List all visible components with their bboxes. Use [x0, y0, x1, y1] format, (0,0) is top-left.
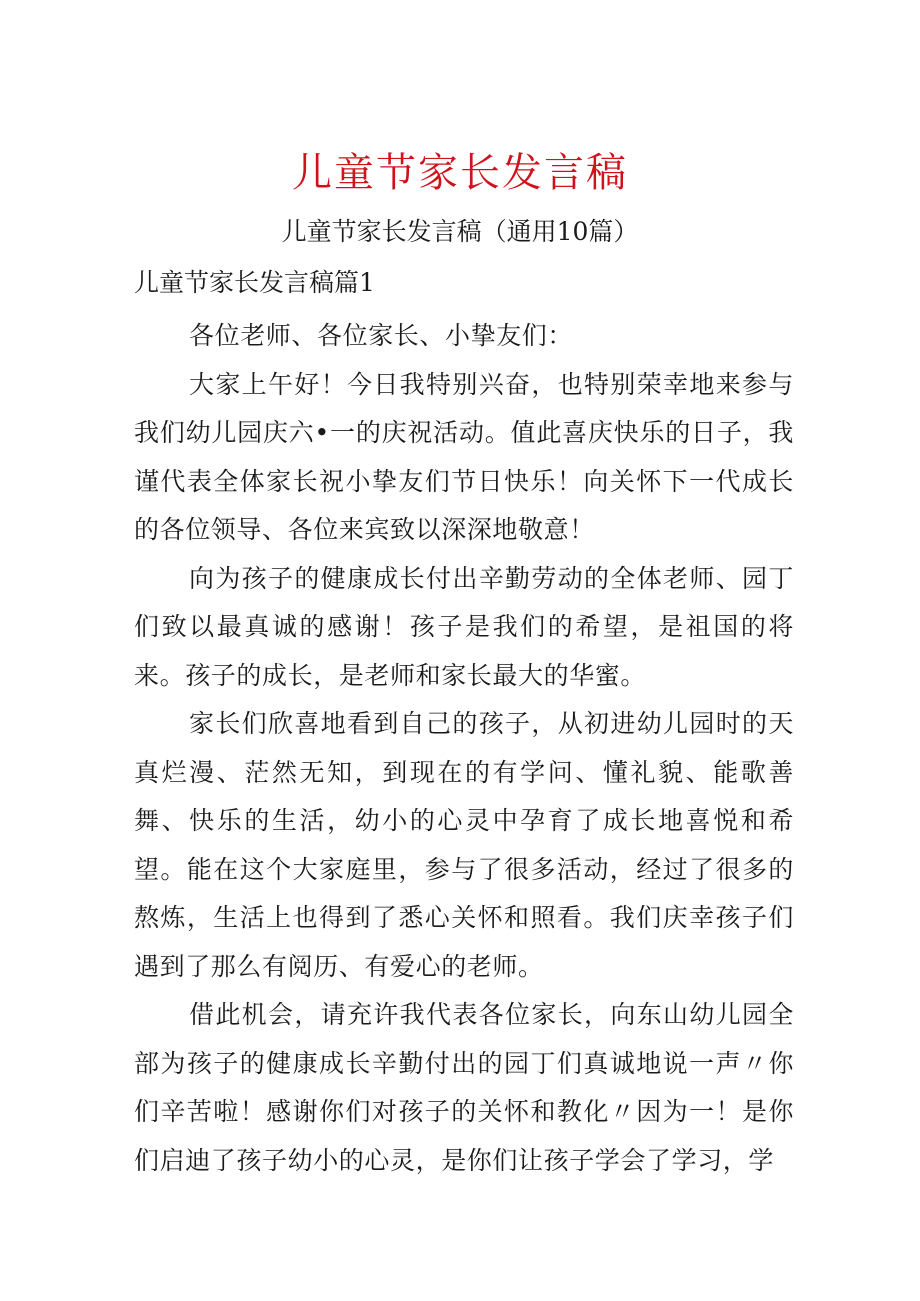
paragraph: 大家上午好！今日我特别兴奋，也特别荣幸地来参与我们幼儿园庆六•一的庆祝活动。值此喜庆快乐的日子，我谨代表全体家长祝小挚友们节日快乐！向关怀下一代成长的各位领导、各位来宾致以深深地敬意！ — [134, 369, 794, 544]
paragraph-greeting: 各位老师、各位家长、小挚友们： — [189, 321, 574, 350]
paragraph: 借此机会，请充许我代表各位家长，向东山幼儿园全部为孩子的健康成长辛勤付出的园丁们真诚地说一声〃你们辛苦啦！感谢你们对孩子的关怀和教化〃因为一！是你们启迪了孩子幼小的心灵，是你们让孩子学会了学习，学 — [134, 1000, 794, 1175]
body-text — [134, 312, 794, 1185]
section-heading: 儿童节家长发言稿篇1 — [134, 268, 375, 297]
document-subtitle: 儿童节家长发言稿（通用10篇） — [281, 217, 639, 246]
paragraph: 向为孩子的健康成长付出辛勤劳动的全体老师、园丁们致以最真诚的感谢！孩子是我们的希望，是祖国的将来。孩子的成长，是老师和家长最大的华蜜。 — [134, 563, 794, 690]
paragraph: 家长们欣喜地看到自己的孩子，从初进幼儿园时的天真烂漫、茫然无知，到现在的有学问、懂礼貌、能歌善舞、快乐的生活，幼小的心灵中孕育了成长地喜悦和希望。能在这个大家庭里，参与了很多活动，经过了很多的熬炼，生活上也得到了悉心关怀和照看。我们庆幸孩子们遇到了那么有阅历、有爱心的老师。 — [134, 709, 794, 981]
document-title: 儿童节家长发言稿 — [292, 150, 628, 196]
